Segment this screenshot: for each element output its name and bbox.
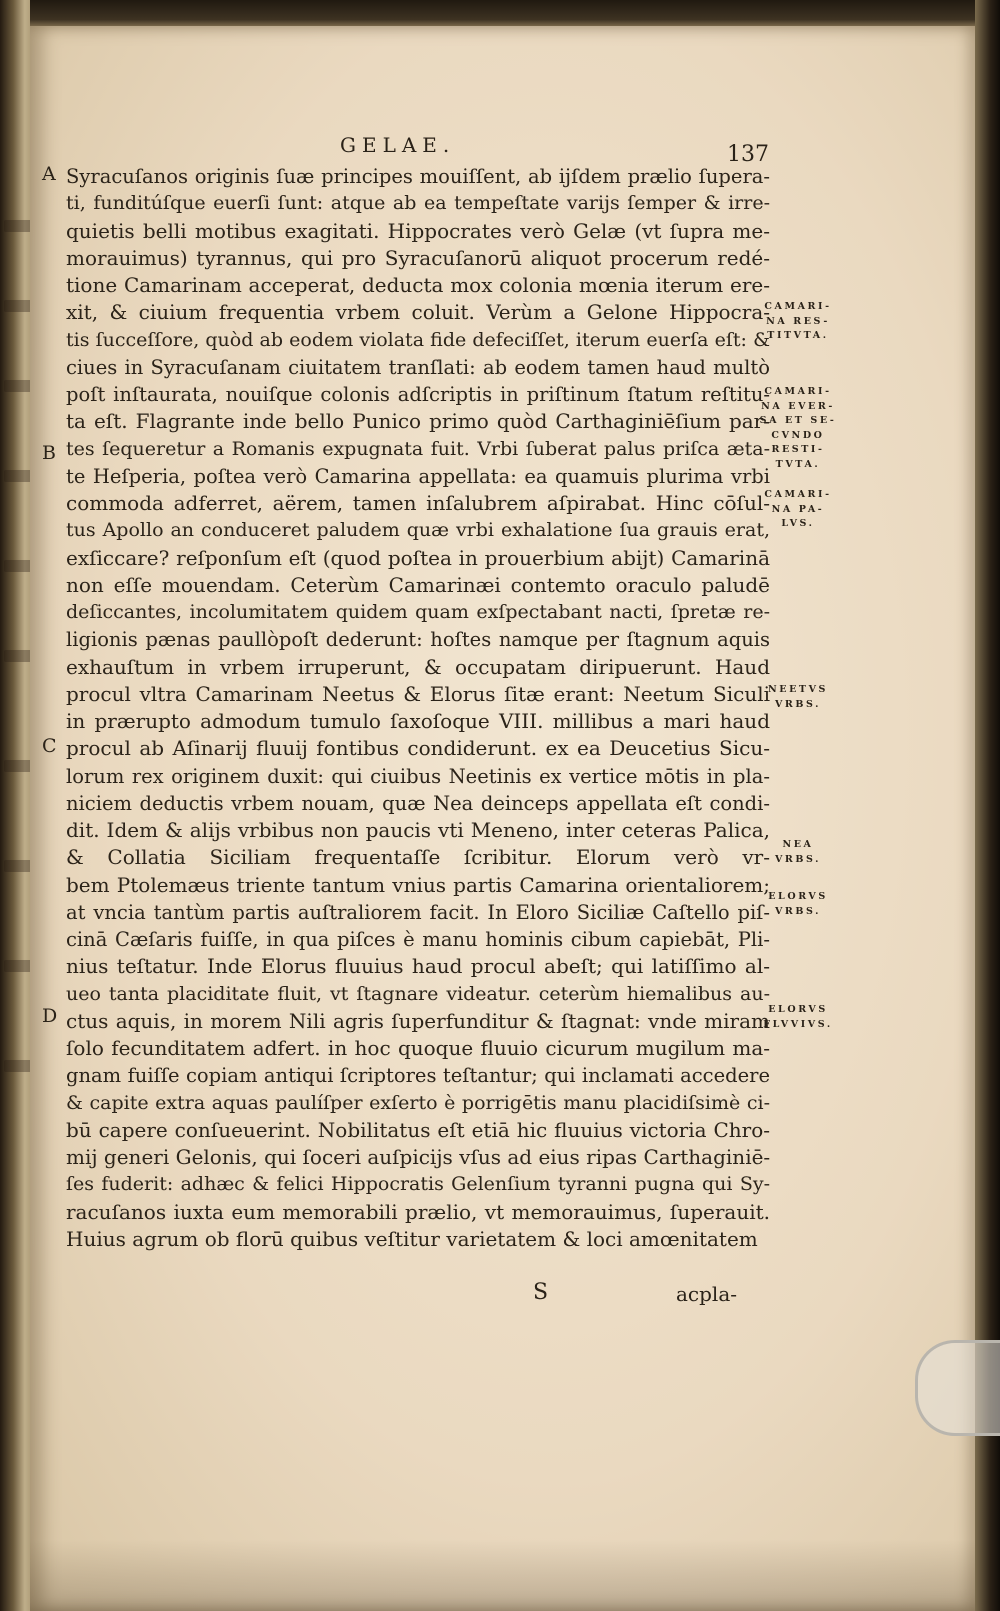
- text-line: procul vltra Camarinam Neetus & Elorus ſitæ erant: Neetum Siculi: [66, 681, 770, 706]
- text-line: at vncia tantùm partis auſtraliorem facit. In Eloro Siciliæ Caſtello piſ-: [66, 900, 770, 924]
- text-line: ligionis pænas paullòpoſt dederunt: hoſtes namque per ſtagnum aquis: [66, 628, 770, 652]
- marginal-note-neetus-urbs: [758, 683, 838, 712]
- marginal-note-camarina-eversa: [758, 385, 838, 472]
- text-line: Syracuſanos originis ſuæ principes mouiſſent, ab ijſdem prælio ſupera-: [66, 165, 770, 188]
- text-line: racuſanos iuxta eum memorabili prælio, vt memorauimus, ſuperauit.: [66, 1199, 770, 1224]
- section-letter-d: D: [42, 1005, 58, 1027]
- text-line: lorum rex originem duxit: qui ciuibus Neetinis ex vertice mōtis in pla-: [66, 764, 770, 788]
- text-line: bū capere conſueuerint. Nobilitatus eſt etiā hic fluuius victoria Chro-: [66, 1117, 770, 1142]
- text-line: deſiccantes, incolumitatem quidem quam exſpectabant nacti, ſpretæ re-: [66, 601, 770, 623]
- note-line: SA ET SE-: [759, 415, 837, 426]
- note-line: ELORVS: [768, 891, 828, 902]
- text-line: te Heſperia, poſtea verò Camarina appellata: ea quamuis plurima vrbi: [66, 464, 770, 488]
- note-line: TITVTA.: [767, 330, 829, 341]
- text-line: dit. Idem & alijs vrbibus non paucis vti Meneno, inter ceteras Palica,: [66, 818, 770, 842]
- text-line: ta eſt. Flagrante inde bello Punico primo quòd Carthaginiēſium par-: [66, 409, 770, 434]
- marginal-note-nea-urbs: [758, 838, 838, 867]
- note-line: VRBS.: [774, 698, 822, 710]
- text-line: ctus aquis, in morem Nili agris ſuperfunditur & ſtagnat: vnde miram: [66, 1008, 770, 1033]
- text-line: tus Apollo an conduceret paludem quæ vrbi exhalatione ſua grauis erat,: [66, 519, 770, 542]
- text-line: procul ab Aſinarij fluuij fontibus condiderunt. ex ea Deucetius Sicu-: [66, 736, 770, 761]
- text-line: bem Ptolemæus triente tantum vnius partis Camarina orientaliorem;: [66, 872, 770, 897]
- text-line: tes ſequeretur a Romanis expugnata fuit. Vrbi ſuberat palus priſca æta-: [66, 437, 770, 460]
- text-line: mij generi Gelonis, qui ſoceri auſpicijs vſus ad eius ripas Carthaginiē-: [66, 1145, 770, 1169]
- text-line: niciem deductis vrbem nouam, quæ Nea deinceps appellata eſt condi-: [66, 791, 770, 815]
- text-line: cinā Cæſaris fuiſſe, in qua piſces è manu hominis cibum capiebāt, Pli-: [66, 928, 770, 951]
- note-line: VRBS.: [774, 905, 822, 917]
- section-letter-a: A: [42, 163, 56, 185]
- marginal-note-elorus-fluvius: [758, 1003, 838, 1032]
- note-line: LVS.: [781, 518, 815, 529]
- text-line: exſiccare? reſponſum eſt (quod poſtea in prouerbium abijt) Camarinā: [66, 545, 770, 570]
- folio-number: 137: [727, 142, 769, 167]
- note-line: NEETVS: [767, 684, 829, 695]
- note-line: NA RES-: [766, 315, 830, 327]
- note-line: NEA: [782, 839, 814, 850]
- marginal-note-elorus-urbs: [758, 890, 838, 919]
- signature-mark: S: [533, 1280, 549, 1305]
- text-line: Huius agrum ob florū quibus veſtitur varietatem & loci amœnitatem: [66, 1226, 758, 1251]
- text-line: gnam fuiſſe copiam antiqui ſcriptores teſtantur; qui inclamati accedere: [66, 1064, 770, 1088]
- note-line: NA EVER-: [761, 400, 835, 412]
- note-line: ELORVS: [768, 1004, 828, 1015]
- text-line: morauimus) tyrannus, qui pro Syracuſanorū aliquot procerum redé-: [66, 245, 770, 270]
- text-line: poſt inſtaurata, nouiſque colonis adſcriptis in priſtinum ſtatum reſtitu-: [66, 383, 770, 406]
- text-line: exhauſtum in vrbem irruperunt, & occupatam diripuerunt. Haud: [66, 654, 770, 679]
- note-line: CVNDO: [771, 429, 825, 441]
- text-line: tione Camarinam acceperat, deducta mox colonia mœnia iterum ere-: [66, 273, 770, 297]
- note-line: RESTI-: [771, 444, 825, 455]
- text-line: ſes fuderit: adhæc & felici Hippocratis Gelenſium tyranni pugna qui Sy-: [66, 1173, 770, 1196]
- text-line: quietis belli motibus exagitati. Hippocrates verò Gelæ (vt ſupra me-: [66, 218, 770, 243]
- catchword: acpla-: [676, 1282, 738, 1306]
- main-text-block: [66, 163, 770, 1253]
- marginal-note-camarina-restituta: [758, 300, 838, 344]
- bottom-shade: [30, 1540, 975, 1611]
- text-line: & Collatia Siciliam frequentaſſe ſcribitur. Elorum verò vr-: [66, 845, 770, 870]
- text-line: & capite extra aquas paulíſper exſerto è porrigētis manu placidiſsimè ci-: [66, 1091, 770, 1114]
- text-line: tis ſucceſſore, quòd ab eodem violata fide defeciſſet, iterum euerſa eſt: &: [66, 328, 770, 351]
- note-line: CAMARI-: [764, 489, 832, 500]
- text-line: non eſſe mouendam. Ceterùm Camarinæi contemto oraculo paludē: [66, 572, 770, 597]
- section-letter-c: C: [42, 735, 57, 757]
- marginal-note-camarina-palus: [758, 488, 838, 532]
- text-line: xit, & ciuium frequentia vrbem coluit. Verùm a Gelone Hippocra-: [66, 300, 770, 325]
- section-letter-b: B: [42, 442, 56, 464]
- text-line: in prærupto admodum tumulo ſaxoſoque VIII. millibus a mari haud: [66, 709, 770, 733]
- note-line: TVTA.: [775, 458, 821, 470]
- note-line: NA PA-: [771, 503, 825, 515]
- note-line: VRBS.: [774, 853, 822, 865]
- note-line: FLVVIVS.: [763, 1018, 833, 1030]
- note-line: CAMARI-: [764, 386, 832, 397]
- text-line: commoda adferret, aërem, tamen inſalubrem aſpirabat. Hinc cōſul-: [66, 491, 770, 515]
- text-line: ueo tanta placiditate fluit, vt ſtagnare videatur. ceterùm hiemalibus au-: [66, 982, 770, 1005]
- text-line: nius teſtatur. Inde Elorus fluuius haud procul abeſt; qui latiſſimo al-: [66, 954, 770, 979]
- note-line: CAMARI-: [764, 301, 832, 312]
- text-line: ciues in Syracuſanam ciuitatem tranſlati: ab eodem tamen haud multò: [66, 355, 770, 379]
- text-line: ſolo fecunditatem adfert. in hoc quoque fluuio cicurum mugilum ma-: [66, 1036, 770, 1060]
- text-line: ti, funditúſque euerſi ſunt: atque ab ea tempeſtate varijs ſemper & irre-: [66, 192, 770, 215]
- top-page-edge: [30, 0, 975, 28]
- page-clip: [915, 1340, 1000, 1436]
- running-head: GELAE.: [340, 133, 456, 157]
